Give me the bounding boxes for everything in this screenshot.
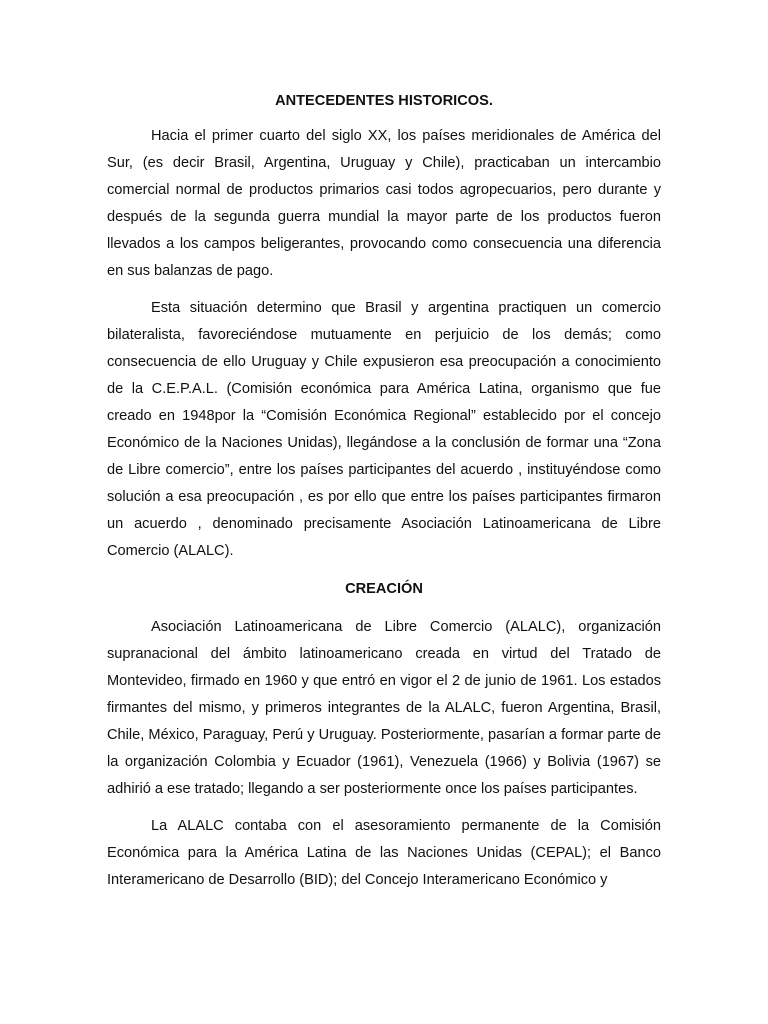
- paragraph-creacion-1: Asociación Latinoamericana de Libre Comercio (ALALC), organización supranacional del ámbito latinoamericano creada en virtud del Tratado de Montevideo, firmado en 1960 y que entró en vigor el 2 de junio de 1961. Los estados firmantes del mismo, y primeros integrantes de la ALALC, fueron Argentina, Brasil, Chile, México, Paraguay, Perú y Uruguay. Posteriormente, pasarían a formar parte de la organización Colombia y Ecuador (1961), Venezuela (1966) y Bolivia (1967) se adhirió a ese tratado; llegando a ser posteriormente once los países participantes.: [107, 619, 661, 797]
- heading-creacion: CREACIÓN: [345, 581, 423, 597]
- paragraph-antecedentes-1: Hacia el primer cuarto del siglo XX, los países meridionales de América del Sur, (es decir Brasil, Argentina, Uruguay y Chile), practicaban un intercambio comercial normal de productos primarios casi todos agropecuarios, pero durante y después de la segunda guerra mundial la mayor parte de los productos fueron llevados a los campos beligerantes, provocando como consecuencia una diferencia en sus balanzas de pago.: [107, 128, 661, 279]
- heading-antecedentes: ANTECEDENTES HISTORICOS.: [275, 93, 493, 109]
- document-body: [107, 89, 661, 894]
- paragraph-creacion-2: La ALALC contaba con el asesoramiento permanente de la Comisión Económica para la América Latina de las Naciones Unidas (CEPAL); el Banco Interamericano de Desarrollo (BID); del Concejo Interamericano Económico y: [107, 818, 661, 888]
- paragraph-antecedentes-2: Esta situación determino que Brasil y argentina practiquen un comercio bilateralista, favoreciéndose mutuamente en perjuicio de los demás; como consecuencia de ello Uruguay y Chile expusieron esa preocupación a conocimiento de la C.E.P.A.L. (Comisión económica para América Latina, organismo que fue creado en 1948por la “Comisión Económica Regional” establecido por el concejo Económico de la Naciones Unidas), llegándose a la conclusión de formar una “Zona de Libre comercio”, entre los países participantes del acuerdo , instituyéndose como solución a esa preocupación , es por ello que entre los países participantes firmaron un acuerdo , denominado precisamente Asociación Latinoamericana de Libre Comercio (ALALC).: [107, 300, 661, 559]
